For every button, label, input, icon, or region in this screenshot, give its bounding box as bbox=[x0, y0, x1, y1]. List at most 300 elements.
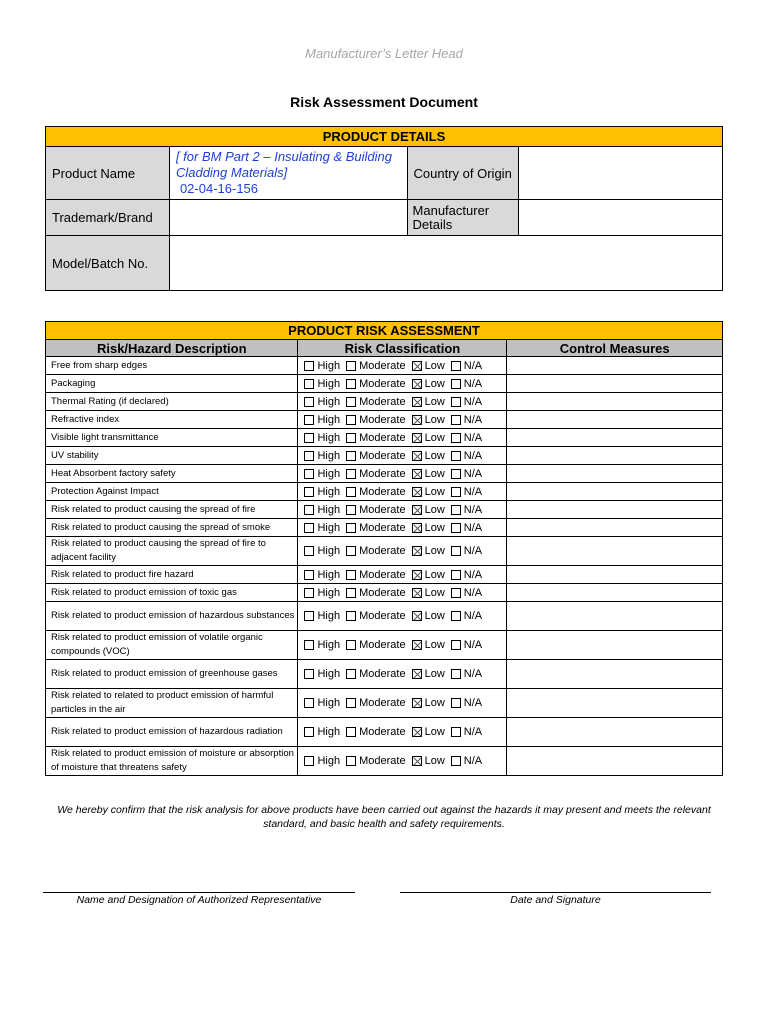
letterhead: Manufacturer’s Letter Head bbox=[305, 46, 463, 61]
checkbox-low[interactable] bbox=[412, 487, 422, 497]
product-name-description: [ for BM Part 2 – Insulating & Building Cladding Materials] bbox=[175, 149, 393, 180]
page-title: Risk Assessment Document bbox=[290, 94, 478, 110]
checkbox-label: High bbox=[317, 467, 341, 480]
checkbox-high[interactable] bbox=[304, 570, 314, 580]
checkbox-high[interactable] bbox=[304, 469, 314, 479]
risk-classification bbox=[298, 393, 507, 411]
risk-assessment-header: PRODUCT RISK ASSESSMENT bbox=[46, 322, 723, 340]
checkbox-na[interactable] bbox=[451, 698, 461, 708]
option-na bbox=[451, 610, 482, 622]
option-high bbox=[304, 414, 340, 426]
checkbox-low[interactable] bbox=[412, 756, 422, 766]
checkbox-high[interactable] bbox=[304, 588, 314, 598]
option-high bbox=[304, 697, 340, 709]
option-low bbox=[412, 414, 445, 426]
checkbox-label: High bbox=[317, 377, 341, 390]
checkbox-low[interactable] bbox=[412, 611, 422, 621]
checkbox-label: Moderate bbox=[359, 755, 406, 767]
checkbox-moderate[interactable] bbox=[346, 523, 356, 533]
risk-row bbox=[46, 393, 723, 411]
checkbox-high[interactable] bbox=[304, 640, 314, 650]
risk-description: UV stability bbox=[46, 447, 298, 465]
option-moderate bbox=[346, 468, 405, 480]
control-measures-field[interactable] bbox=[507, 747, 723, 776]
checkbox-label: High bbox=[317, 610, 341, 622]
checkbox-label: High bbox=[317, 545, 341, 557]
control-measures-field[interactable] bbox=[507, 429, 723, 447]
checkbox-moderate[interactable] bbox=[346, 640, 356, 650]
checkbox-label: Low bbox=[424, 377, 445, 390]
option-high bbox=[304, 755, 340, 767]
checkbox-label: Low bbox=[424, 485, 445, 498]
checkbox-low[interactable] bbox=[412, 505, 422, 515]
checkbox-label: Moderate bbox=[359, 377, 406, 390]
checkbox-na[interactable] bbox=[451, 546, 461, 556]
option-low bbox=[412, 432, 445, 444]
option-high bbox=[304, 396, 340, 408]
risk-classification bbox=[298, 429, 507, 447]
option-moderate bbox=[346, 697, 405, 709]
risk-classification bbox=[298, 602, 507, 631]
checkbox-na[interactable] bbox=[451, 469, 461, 479]
control-measures-field[interactable] bbox=[507, 566, 723, 584]
risk-row bbox=[46, 465, 723, 483]
country-of-origin-label: Country of Origin bbox=[407, 147, 519, 200]
option-high bbox=[304, 610, 340, 622]
checkbox-label: Low bbox=[424, 639, 445, 651]
checkbox-label: Moderate bbox=[359, 431, 406, 444]
risk-classification bbox=[298, 447, 507, 465]
checkbox-high[interactable] bbox=[304, 361, 314, 371]
option-low bbox=[412, 522, 445, 534]
risk-classification bbox=[298, 483, 507, 501]
checkbox-label: Low bbox=[424, 503, 445, 516]
option-low bbox=[412, 668, 445, 680]
risk-classification bbox=[298, 566, 507, 584]
product-name-label: Product Name bbox=[46, 147, 170, 200]
checkbox-low[interactable] bbox=[412, 433, 422, 443]
risk-description: Packaging bbox=[46, 375, 298, 393]
checkbox-low[interactable] bbox=[412, 469, 422, 479]
checkbox-high[interactable] bbox=[304, 756, 314, 766]
option-moderate bbox=[346, 569, 405, 581]
option-na bbox=[451, 432, 482, 444]
checkbox-low[interactable] bbox=[412, 361, 422, 371]
checkbox-label: N/A bbox=[463, 586, 483, 599]
checkbox-label: High bbox=[317, 726, 341, 738]
option-low bbox=[412, 569, 445, 581]
option-high bbox=[304, 587, 340, 599]
control-measures-field[interactable] bbox=[507, 465, 723, 483]
option-high bbox=[304, 360, 340, 372]
option-low bbox=[412, 587, 445, 599]
checkbox-na[interactable] bbox=[451, 505, 461, 515]
checkbox-na[interactable] bbox=[451, 361, 461, 371]
checkbox-label: High bbox=[317, 568, 341, 581]
checkbox-na[interactable] bbox=[451, 727, 461, 737]
checkbox-label: N/A bbox=[463, 545, 483, 557]
option-high bbox=[304, 450, 340, 462]
checkbox-label: Moderate bbox=[359, 485, 406, 498]
risk-classification bbox=[298, 747, 507, 776]
checkbox-high[interactable] bbox=[304, 669, 314, 679]
option-na bbox=[451, 414, 482, 426]
checkbox-high[interactable] bbox=[304, 487, 314, 497]
option-low bbox=[412, 504, 445, 516]
option-na bbox=[451, 486, 482, 498]
checkbox-high[interactable] bbox=[304, 546, 314, 556]
checkbox-label: High bbox=[317, 755, 341, 767]
checkbox-label: Moderate bbox=[359, 449, 406, 462]
checkbox-label: N/A bbox=[463, 395, 483, 408]
risk-description: Risk related to product causing the spread of fire bbox=[46, 501, 298, 519]
option-na bbox=[451, 468, 482, 480]
checkbox-label: Moderate bbox=[359, 413, 406, 426]
option-low bbox=[412, 486, 445, 498]
checkbox-moderate[interactable] bbox=[346, 451, 356, 461]
checkbox-low[interactable] bbox=[412, 588, 422, 598]
option-high bbox=[304, 726, 340, 738]
country-of-origin-field[interactable] bbox=[519, 147, 723, 200]
checkbox-label: Moderate bbox=[359, 521, 406, 534]
checkbox-label: Low bbox=[424, 449, 445, 462]
control-measures-field[interactable] bbox=[507, 584, 723, 602]
checkbox-label: High bbox=[317, 639, 341, 651]
checkbox-label: Moderate bbox=[359, 359, 406, 372]
trademark-label: Trademark/Brand bbox=[46, 200, 170, 236]
col-header-description: Risk/Hazard Description bbox=[46, 340, 298, 357]
checkbox-low[interactable] bbox=[412, 546, 422, 556]
trademark-field[interactable] bbox=[169, 200, 407, 236]
option-na bbox=[451, 726, 482, 738]
control-measures-field[interactable] bbox=[507, 602, 723, 631]
checkbox-label: N/A bbox=[463, 413, 483, 426]
risk-classification bbox=[298, 660, 507, 689]
manufacturer-details-field[interactable] bbox=[519, 200, 723, 236]
checkbox-low[interactable] bbox=[412, 570, 422, 580]
checkbox-label: Moderate bbox=[359, 545, 406, 557]
option-low bbox=[412, 378, 445, 390]
risk-classification bbox=[298, 718, 507, 747]
checkbox-label: Moderate bbox=[359, 639, 406, 651]
risk-row bbox=[46, 357, 723, 375]
option-moderate bbox=[346, 726, 405, 738]
risk-row bbox=[46, 602, 723, 631]
checkbox-moderate[interactable] bbox=[346, 361, 356, 371]
option-na bbox=[451, 587, 482, 599]
option-na bbox=[451, 450, 482, 462]
option-moderate bbox=[346, 610, 405, 622]
option-low bbox=[412, 726, 445, 738]
risk-description: Risk related to product emission of volatile organic compounds (VOC) bbox=[46, 631, 298, 660]
checkbox-label: Low bbox=[424, 726, 445, 738]
checkbox-label: N/A bbox=[463, 359, 483, 372]
checkbox-label: Moderate bbox=[359, 586, 406, 599]
checkbox-high[interactable] bbox=[304, 451, 314, 461]
col-header-control: Control Measures bbox=[507, 340, 723, 357]
col-header-classification: Risk Classification bbox=[298, 340, 507, 357]
risk-description: Risk related to product emission of hazardous radiation bbox=[46, 718, 298, 747]
checkbox-na[interactable] bbox=[451, 451, 461, 461]
control-measures-field[interactable] bbox=[507, 483, 723, 501]
risk-row bbox=[46, 537, 723, 566]
checkbox-low[interactable] bbox=[412, 451, 422, 461]
checkbox-label: N/A bbox=[463, 467, 483, 480]
checkbox-high[interactable] bbox=[304, 727, 314, 737]
option-high bbox=[304, 468, 340, 480]
checkbox-na[interactable] bbox=[451, 640, 461, 650]
option-low bbox=[412, 468, 445, 480]
checkbox-label: N/A bbox=[463, 377, 483, 390]
checkbox-label: High bbox=[317, 413, 341, 426]
checkbox-na[interactable] bbox=[451, 756, 461, 766]
risk-row bbox=[46, 429, 723, 447]
option-low bbox=[412, 610, 445, 622]
model-batch-label: Model/Batch No. bbox=[46, 236, 170, 291]
option-low bbox=[412, 360, 445, 372]
risk-description: Risk related to product fire hazard bbox=[46, 566, 298, 584]
checkbox-moderate[interactable] bbox=[346, 570, 356, 580]
checkbox-moderate[interactable] bbox=[346, 588, 356, 598]
checkbox-moderate[interactable] bbox=[346, 756, 356, 766]
checkbox-na[interactable] bbox=[451, 588, 461, 598]
checkbox-high[interactable] bbox=[304, 611, 314, 621]
option-na bbox=[451, 697, 482, 709]
checkbox-label: Low bbox=[424, 359, 445, 372]
checkbox-moderate[interactable] bbox=[346, 433, 356, 443]
checkbox-label: N/A bbox=[463, 521, 483, 534]
option-high bbox=[304, 486, 340, 498]
control-measures-field[interactable] bbox=[507, 447, 723, 465]
risk-classification bbox=[298, 689, 507, 718]
risk-description: Risk related to product emission of hazardous substances bbox=[46, 602, 298, 631]
option-na bbox=[451, 504, 482, 516]
risk-description: Protection Against Impact bbox=[46, 483, 298, 501]
checkbox-low[interactable] bbox=[412, 379, 422, 389]
checkbox-label: High bbox=[317, 395, 341, 408]
option-low bbox=[412, 755, 445, 767]
checkbox-low[interactable] bbox=[412, 415, 422, 425]
checkbox-low[interactable] bbox=[412, 698, 422, 708]
control-measures-field[interactable] bbox=[507, 718, 723, 747]
checkbox-label: Moderate bbox=[359, 568, 406, 581]
checkbox-label: Moderate bbox=[359, 668, 406, 680]
risk-description: Risk related to related to product emission of harmful particles in the air bbox=[46, 689, 298, 718]
control-measures-field[interactable] bbox=[507, 537, 723, 566]
option-moderate bbox=[346, 639, 405, 651]
checkbox-label: N/A bbox=[463, 485, 483, 498]
control-measures-field[interactable] bbox=[507, 501, 723, 519]
risk-row bbox=[46, 660, 723, 689]
option-high bbox=[304, 504, 340, 516]
option-high bbox=[304, 432, 340, 444]
checkbox-high[interactable] bbox=[304, 397, 314, 407]
checkbox-high[interactable] bbox=[304, 379, 314, 389]
signature-line-left bbox=[43, 892, 355, 893]
option-moderate bbox=[346, 450, 405, 462]
checkbox-moderate[interactable] bbox=[346, 469, 356, 479]
checkbox-label: Low bbox=[424, 467, 445, 480]
option-moderate bbox=[346, 378, 405, 390]
risk-classification bbox=[298, 537, 507, 566]
option-na bbox=[451, 396, 482, 408]
checkbox-label: Low bbox=[424, 431, 445, 444]
option-na bbox=[451, 569, 482, 581]
checkbox-high[interactable] bbox=[304, 698, 314, 708]
option-high bbox=[304, 522, 340, 534]
checkbox-label: High bbox=[317, 449, 341, 462]
checkbox-na[interactable] bbox=[451, 487, 461, 497]
checkbox-moderate[interactable] bbox=[346, 397, 356, 407]
checkbox-low[interactable] bbox=[412, 523, 422, 533]
option-moderate bbox=[346, 396, 405, 408]
risk-row bbox=[46, 566, 723, 584]
risk-assessment-table bbox=[45, 321, 723, 776]
risk-row bbox=[46, 447, 723, 465]
control-measures-field[interactable] bbox=[507, 689, 723, 718]
checkbox-na[interactable] bbox=[451, 669, 461, 679]
checkbox-na[interactable] bbox=[451, 570, 461, 580]
option-na bbox=[451, 755, 482, 767]
option-moderate bbox=[346, 360, 405, 372]
checkbox-label: Moderate bbox=[359, 503, 406, 516]
checkbox-label: Moderate bbox=[359, 726, 406, 738]
control-measures-field[interactable] bbox=[507, 357, 723, 375]
checkbox-label: Moderate bbox=[359, 395, 406, 408]
checkbox-na[interactable] bbox=[451, 379, 461, 389]
checkbox-label: Low bbox=[424, 586, 445, 599]
checkbox-label: High bbox=[317, 503, 341, 516]
checkbox-moderate[interactable] bbox=[346, 379, 356, 389]
option-na bbox=[451, 522, 482, 534]
option-na bbox=[451, 360, 482, 372]
checkbox-low[interactable] bbox=[412, 727, 422, 737]
checkbox-moderate[interactable] bbox=[346, 611, 356, 621]
option-high bbox=[304, 639, 340, 651]
risk-row bbox=[46, 631, 723, 660]
option-na bbox=[451, 668, 482, 680]
product-code: 02-04-16-156 bbox=[179, 181, 259, 196]
checkbox-low[interactable] bbox=[412, 397, 422, 407]
option-high bbox=[304, 569, 340, 581]
risk-row bbox=[46, 483, 723, 501]
risk-description: Refractive index bbox=[46, 411, 298, 429]
risk-classification bbox=[298, 411, 507, 429]
checkbox-moderate[interactable] bbox=[346, 487, 356, 497]
risk-row bbox=[46, 519, 723, 537]
checkbox-moderate[interactable] bbox=[346, 415, 356, 425]
checkbox-label: Low bbox=[424, 697, 445, 709]
risk-classification bbox=[298, 519, 507, 537]
option-low bbox=[412, 697, 445, 709]
checkbox-na[interactable] bbox=[451, 397, 461, 407]
control-measures-field[interactable] bbox=[507, 375, 723, 393]
control-measures-field[interactable] bbox=[507, 519, 723, 537]
checkbox-high[interactable] bbox=[304, 415, 314, 425]
authorized-representative-label: Name and Designation of Authorized Representative bbox=[76, 894, 322, 906]
checkbox-label: Moderate bbox=[359, 467, 406, 480]
control-measures-field[interactable] bbox=[507, 411, 723, 429]
option-moderate bbox=[346, 587, 405, 599]
risk-classification bbox=[298, 501, 507, 519]
option-low bbox=[412, 450, 445, 462]
risk-row bbox=[46, 718, 723, 747]
checkbox-moderate[interactable] bbox=[346, 669, 356, 679]
checkbox-label: High bbox=[317, 485, 341, 498]
checkbox-na[interactable] bbox=[451, 433, 461, 443]
option-low bbox=[412, 396, 445, 408]
checkbox-moderate[interactable] bbox=[346, 698, 356, 708]
risk-description: Risk related to product emission of toxic gas bbox=[46, 584, 298, 602]
checkbox-label: Low bbox=[424, 668, 445, 680]
option-moderate bbox=[346, 414, 405, 426]
option-moderate bbox=[346, 504, 405, 516]
option-high bbox=[304, 545, 340, 557]
checkbox-label: High bbox=[317, 521, 341, 534]
checkbox-label: Low bbox=[424, 568, 445, 581]
option-low bbox=[412, 639, 445, 651]
checkbox-label: N/A bbox=[463, 503, 483, 516]
checkbox-label: N/A bbox=[463, 755, 483, 767]
option-moderate bbox=[346, 545, 405, 557]
checkbox-label: N/A bbox=[463, 431, 483, 444]
checkbox-label: High bbox=[317, 697, 341, 709]
manufacturer-details-label: Manufacturer Details bbox=[407, 200, 519, 236]
checkbox-high[interactable] bbox=[304, 433, 314, 443]
checkbox-low[interactable] bbox=[412, 669, 422, 679]
checkbox-high[interactable] bbox=[304, 505, 314, 515]
product-name-value[interactable] bbox=[169, 147, 407, 200]
checkbox-high[interactable] bbox=[304, 523, 314, 533]
risk-row bbox=[46, 375, 723, 393]
control-measures-field[interactable] bbox=[507, 393, 723, 411]
control-measures-field[interactable] bbox=[507, 660, 723, 689]
signature-line-right bbox=[400, 892, 711, 893]
checkbox-label: N/A bbox=[463, 610, 483, 622]
option-moderate bbox=[346, 522, 405, 534]
checkbox-label: N/A bbox=[463, 639, 483, 651]
checkbox-label: Low bbox=[424, 755, 445, 767]
checkbox-na[interactable] bbox=[451, 611, 461, 621]
checkbox-moderate[interactable] bbox=[346, 505, 356, 515]
option-na bbox=[451, 639, 482, 651]
risk-classification bbox=[298, 631, 507, 660]
checkbox-label: Low bbox=[424, 413, 445, 426]
checkbox-label: N/A bbox=[463, 697, 483, 709]
risk-description: Risk related to product emission of moisture or absorption of moisture that threatens safety bbox=[46, 747, 298, 776]
risk-description: Visible light transmittance bbox=[46, 429, 298, 447]
confirmation-statement: We hereby confirm that the risk analysis for above products have been carried out against the hazards it may present and meets the relevant standard, and basic health and safety requirements. bbox=[57, 804, 711, 830]
checkbox-label: High bbox=[317, 668, 341, 680]
option-moderate bbox=[346, 432, 405, 444]
control-measures-field[interactable] bbox=[507, 631, 723, 660]
product-details-table bbox=[45, 126, 723, 291]
model-batch-field[interactable] bbox=[169, 236, 722, 291]
checkbox-low[interactable] bbox=[412, 640, 422, 650]
option-moderate bbox=[346, 668, 405, 680]
checkbox-moderate[interactable] bbox=[346, 727, 356, 737]
product-details-header: PRODUCT DETAILS bbox=[46, 127, 723, 147]
checkbox-na[interactable] bbox=[451, 523, 461, 533]
checkbox-moderate[interactable] bbox=[346, 546, 356, 556]
risk-description: Thermal Rating (if declared) bbox=[46, 393, 298, 411]
checkbox-label: N/A bbox=[463, 668, 483, 680]
risk-description: Risk related to product emission of greenhouse gases bbox=[46, 660, 298, 689]
option-moderate bbox=[346, 755, 405, 767]
checkbox-label: High bbox=[317, 359, 341, 372]
risk-classification bbox=[298, 357, 507, 375]
checkbox-na[interactable] bbox=[451, 415, 461, 425]
